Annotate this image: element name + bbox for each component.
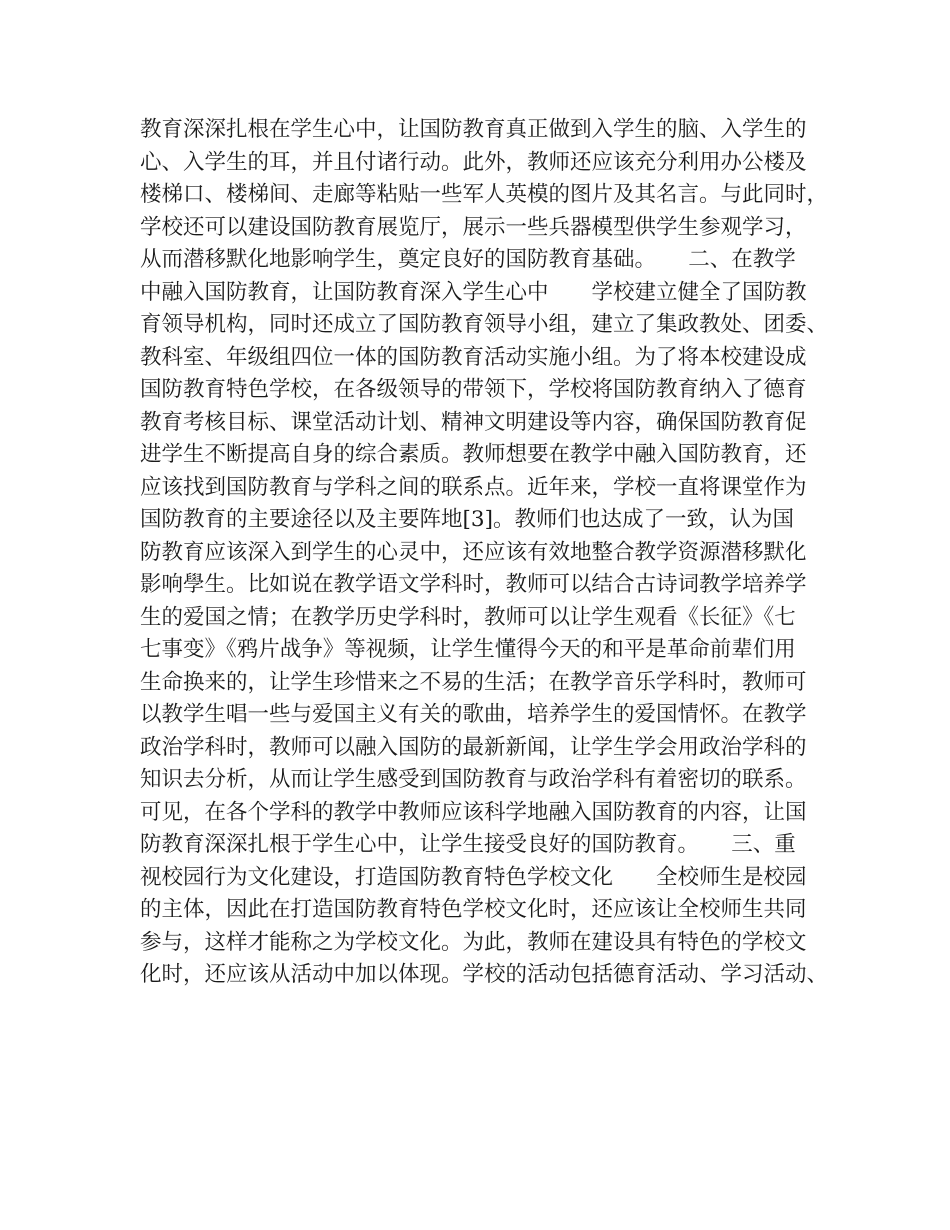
- text-line: 生命换来的，让学生珍惜来之不易的生活；在教学音乐学科时，教师可: [140, 669, 807, 695]
- text-line: 视校园行为文化建设，打造国防教育特色学校文化 全校师生是校园: [140, 864, 807, 890]
- text-line: 知识去分析，从而让学生感受到国防教育与政治学科有着密切的联系。: [140, 767, 807, 792]
- text-line: 防教育深深扎根于学生心中，让学生接受良好的国防教育。 三、重: [140, 832, 796, 857]
- text-line: 进学生不断提高自身的综合素质。教师想要在教学中融入国防教育，还: [140, 442, 807, 467]
- text-line: 影响學生。比如说在教学语文学科时，教师可以结合古诗词教学培养学: [140, 572, 807, 597]
- text-line: 从而潜移默化地影响学生，奠定良好的国防教育基础。 二、在教学: [140, 247, 796, 272]
- text-line: 参与，这样才能称之为学校文化。为此，教师在建设具有特色的学校文: [140, 929, 807, 955]
- body-text: [140, 114, 840, 992]
- text-line: 政治学科时，教师可以融入国防的最新新闻，让学生学会用政治学科的: [140, 734, 807, 760]
- text-line: 国防教育特色学校，在各级领导的带领下，学校将国防教育纳入了德育: [140, 377, 807, 402]
- text-line: 心、入学生的耳，并且付诸行动。此外，教师还应该充分利用办公楼及: [140, 149, 807, 175]
- text-line: 以教学生唱一些与爱国主义有关的歌曲，培养学生的爱国情怀。在教学: [140, 702, 807, 727]
- text-line: 国防教育的主要途径以及主要阵地[3]。教师们也达成了一致，认为国: [140, 507, 794, 532]
- text-line: 育领导机构，同时还成立了国防教育领导小组，建立了集政教处、团委、: [140, 312, 829, 337]
- text-line: 生的爱国之情；在教学历史学科时，教师可以让学生观看《长征》《七: [140, 604, 796, 630]
- text-line: 学校还可以建设国防教育展览厅，展示一些兵器模型供学生参观学习，: [140, 214, 807, 240]
- text-line: 七事变》《鸦片战争》等视频，让学生懂得今天的和平是革命前辈们用: [140, 637, 796, 662]
- text-line: 应该找到国防教育与学科之间的联系点。近年来，学校一直将课堂作为: [140, 474, 807, 500]
- text-line: 可见，在各个学科的教学中教师应该科学地融入国防教育的内容，让国: [140, 799, 807, 825]
- text-line: 中融入国防教育，让国防教育深入学生心中 学校建立健全了国防教: [140, 279, 807, 305]
- text-line: 化时，还应该从活动中加以体现。学校的活动包括德育活动、学习活动、: [140, 962, 829, 987]
- text-line: 教科室、年级组四位一体的国防教育活动实施小组。为了将本校建设成: [140, 344, 807, 370]
- text-line: 的主体，因此在打造国防教育特色学校文化时，还应该让全校师生共同: [140, 897, 807, 922]
- text-line: 教育考核目标、课堂活动计划、精神文明建设等内容，确保国防教育促: [140, 409, 807, 435]
- text-line: 楼梯口、楼梯间、走廊等粘贴一些军人英模的图片及其名言。与此同时，: [140, 182, 829, 207]
- text-line: 防教育应该深入到学生的心灵中，还应该有效地整合教学资源潜移默化: [140, 539, 807, 565]
- text-line: 教育深深扎根在学生心中，让国防教育真正做到入学生的脑、入学生的: [140, 117, 807, 142]
